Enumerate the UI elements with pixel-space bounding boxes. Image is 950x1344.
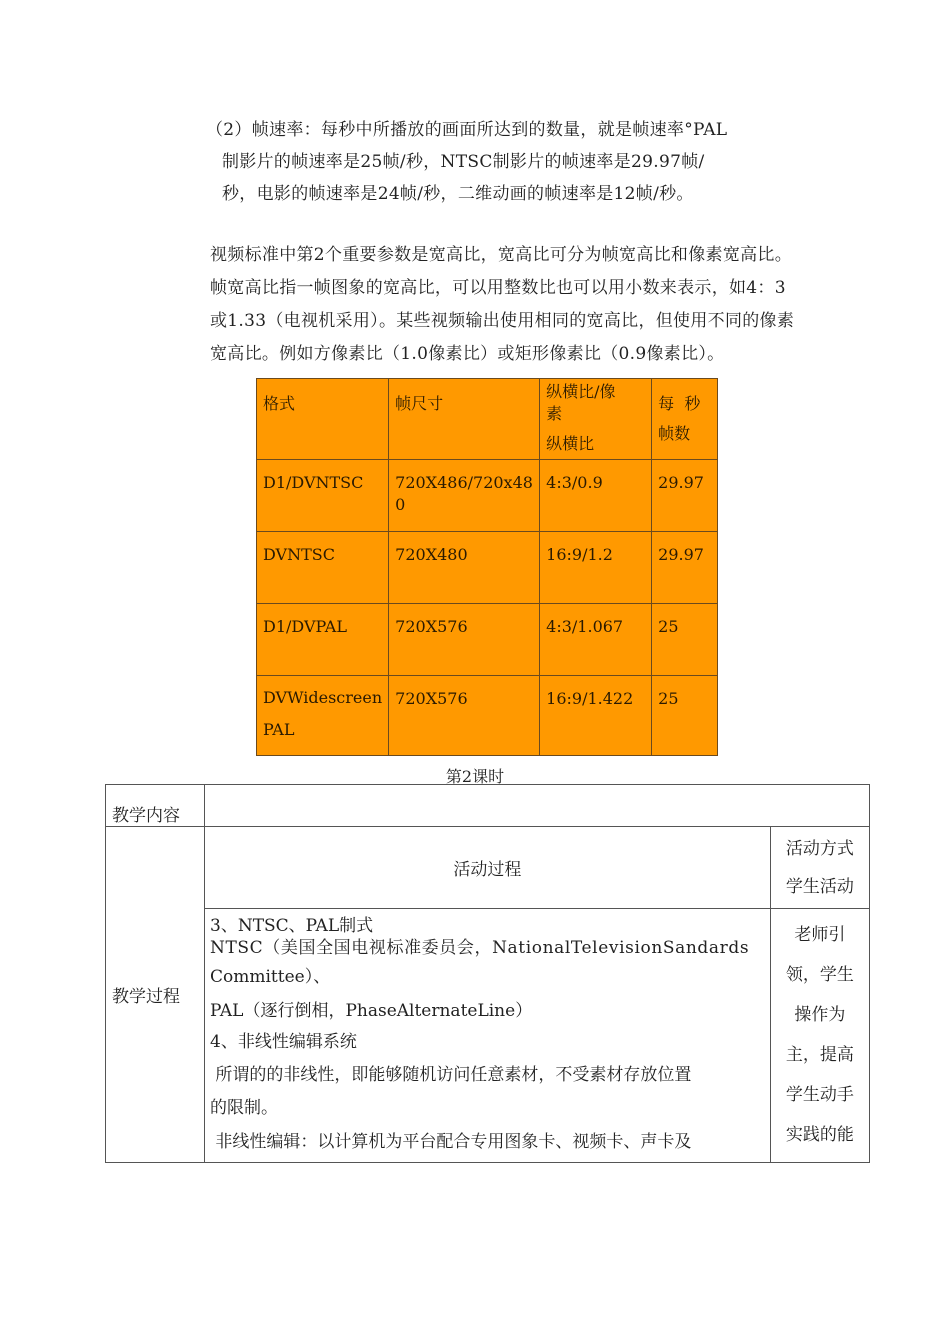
header-format: 格式 [257, 379, 389, 460]
cell-fps: 29.97 [652, 460, 718, 532]
activity-body-row [106, 909, 870, 1163]
table-header-row [257, 379, 718, 460]
paragraph-line: （2）帧速率：每秒中所播放的画面所达到的数量，就是帧速率°PAL [206, 120, 728, 140]
cell-aspect: 4:3/1.067 [540, 604, 652, 676]
paragraph-line: 秒，电影的帧速率是24帧/秒，二维动画的帧速率是12帧/秒。 [222, 184, 694, 204]
process-line: 3、NTSC、PAL制式 [210, 916, 374, 936]
activity-line: 老师引 [794, 925, 846, 945]
paragraph-line: 或1.33（电视机采用）。某些视频输出使用相同的宽高比，但使用不同的像素 [210, 311, 795, 331]
activity-mode-header [770, 827, 869, 909]
process-line: 4、非线性编辑系统 [210, 1032, 357, 1052]
cell-fps: 25 [652, 676, 718, 756]
table-row [257, 676, 718, 756]
cell-fps: 29.97 [652, 532, 718, 604]
process-line: NTSC（美国全国电视标准委员会，NationalTelevisionSandards [210, 938, 750, 958]
process-content [205, 909, 771, 1163]
header-frame-size: 帧尺寸 [389, 379, 540, 460]
table-row [257, 532, 718, 604]
header-fps [652, 379, 718, 460]
process-line: PAL（逐行倒相，PhaseAlternateLine） [210, 1001, 533, 1021]
teaching-content-label: 教学内容 [106, 785, 205, 827]
teaching-content-row [106, 785, 870, 827]
activity-mode-content [770, 909, 869, 1163]
cell-format: DVNTSC [257, 532, 389, 604]
cell-format: D1/DVNTSC [257, 460, 389, 532]
paragraph-line: 制影片的帧速率是25帧/秒，NTSC制影片的帧速率是29.97帧/ [222, 152, 705, 172]
paragraph-line: 宽高比。例如方像素比（1.0像素比）或矩形像素比（0.9像素比）。 [210, 344, 725, 364]
header-aspect-line: 素 [546, 404, 563, 423]
process-line: 非线性编辑：以计算机为平台配合专用图象卡、视频卡、声卡及 [210, 1132, 692, 1152]
cell-aspect: 4:3/0.9 [540, 460, 652, 532]
lesson-plan-table [105, 784, 870, 1163]
process-line: Committee）、 [210, 967, 331, 987]
teaching-process-label: 教学过程 [106, 827, 205, 1163]
cell-frame-size: 720X576 [389, 676, 540, 756]
activity-mode-line: 活动方式 [785, 838, 854, 859]
process-line: 的限制。 [210, 1098, 278, 1118]
lesson-caption: 第2课时 [445, 767, 505, 786]
activity-header-row [106, 827, 870, 909]
video-format-table [256, 378, 718, 756]
header-aspect-line: 纵横比/像 [546, 382, 616, 401]
activity-line: 主，提高 [785, 1045, 854, 1065]
activity-line: 操作为 [794, 1005, 846, 1025]
table-row [257, 604, 718, 676]
cell-frame-size: 720X486/720x480 [389, 460, 540, 532]
header-fps-line: 每 秒 [658, 394, 701, 413]
cell-frame-size: 720X576 [389, 604, 540, 676]
activity-line: 学生动手 [785, 1085, 854, 1105]
cell-frame-size: 720X480 [389, 532, 540, 604]
header-aspect-ratio [540, 379, 652, 460]
cell-format: D1/DVPAL [257, 604, 389, 676]
cell-aspect: 16:9/1.2 [540, 532, 652, 604]
activity-process-header: 活动过程 [205, 827, 771, 909]
process-line: 所谓的的非线性，即能够随机访问任意素材，不受素材存放位置 [210, 1065, 692, 1085]
activity-line: 领，学生 [785, 965, 854, 985]
cell-format: DVWidescreen PAL [257, 676, 389, 756]
cell-fps: 25 [652, 604, 718, 676]
paragraph-line: 帧宽高比指一帧图象的宽高比，可以用整数比也可以用小数来表示，如4：3 [210, 278, 786, 298]
activity-line: 实践的能 [785, 1125, 854, 1145]
paragraph-line: 视频标准中第2个重要参数是宽高比，宽高比可分为帧宽高比和像素宽高比。 [210, 245, 793, 265]
cell-aspect: 16:9/1.422 [540, 676, 652, 756]
activity-mode-line: 学生活动 [785, 876, 854, 897]
table-row [257, 460, 718, 532]
header-aspect-line: 纵横比 [546, 434, 595, 453]
teaching-content-value [205, 785, 870, 827]
header-fps-line: 帧数 [658, 424, 691, 443]
